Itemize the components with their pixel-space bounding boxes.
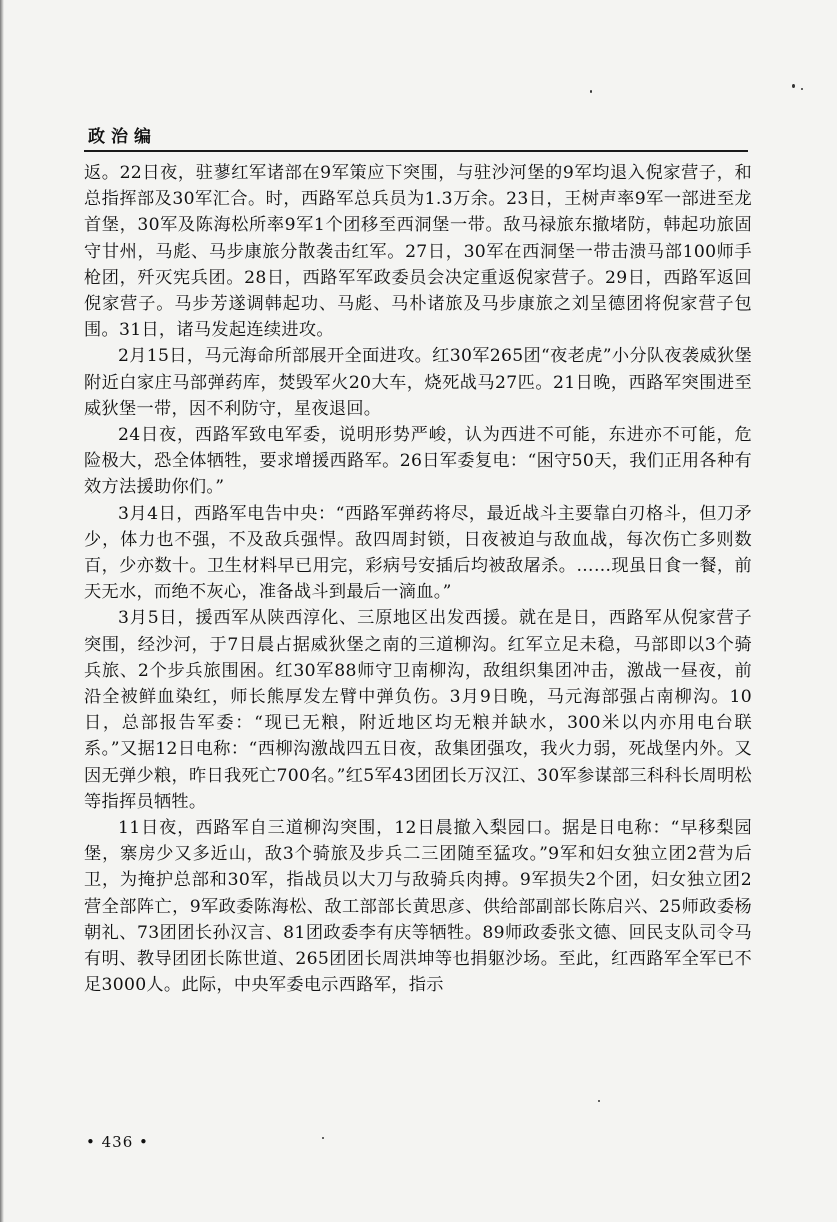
running-head: 政治编	[88, 127, 157, 147]
paragraph-2: 2月15日，马元海命所部展开全面进攻。红30军265团“夜老虎”小分队夜袭威狄堡附近白家庄马部弹药库，焚毁军火20大车，烧死战马27匹。21日晚，西路军突围进至威狄堡一带，因不利防守，星夜退回。	[84, 346, 752, 419]
scan-speck	[590, 90, 592, 93]
page-number: • 436 •	[86, 1133, 149, 1151]
scan-speck	[801, 88, 803, 90]
scan-speck	[322, 1137, 324, 1139]
scan-speck	[598, 1100, 600, 1102]
paragraph-1: 返。22日夜，驻蓼红军诸部在9军策应下突围，与驻沙河堡的9军均退入倪家营子，和总指挥部及30军汇合。时，西路军总兵员为1.3万余。23日，王树声率9军一部进至龙首堡，30军及陈海松所率9军1个团移至西洞堡一带。敌马禄旅东撤堵防，韩起功旅固守甘州，马彪、马步康旅分散袭击红军。27日，30军在西洞堡一带击溃马部100师手枪团，歼灭宪兵团。28日，西路军军政委员会决定重返倪家营子。29日，西路军返回倪家营子。马步芳遂调韩起功、马彪、马朴诸旅及马步康旅之刘呈德团将倪家营子包围。31日，诸马发起连续进攻。	[84, 163, 752, 341]
body-text	[84, 160, 752, 999]
header-rule	[84, 150, 748, 152]
paragraph-4: 3月4日，西路军电告中央：“西路军弹药将尽，最近战斗主要靠白刃格斗，但刀矛少，体力也不强，不及敌兵强悍。敌四周封锁，日夜被迫与敌血战，每次伤亡多则数百，少亦数十。卫生材料早已用完，彩病号安插后均被敌屠杀。……现虽日食一餐，前天无水，而绝不灰心，准备战斗到最后一滴血。”	[84, 503, 752, 603]
paragraph-3: 24日夜，西路军致电军委，说明形势严峻，认为西进不可能，东进亦不可能，危险极大，恐全体牺牲，要求增援西路军。26日军委复电：“困守50天，我们正用各种有效方法援助你们。”	[84, 425, 752, 498]
paragraph-6: 11日夜，西路军自三道柳沟突围，12日晨撤入梨园口。据是日电称：“早移梨园堡，寨房少又多近山，敌3个骑旅及步兵二三团随至猛攻。”9军和妇女独立团2营为后卫，为掩护总部和30军，指战员以大刀与敌骑兵肉搏。9军损失2个团，妇女独立团2营全部阵亡，9军政委陈海松、敌工部部长黄思彦、供给部副部长陈启兴、25师政委杨朝礼、73团团长孙汉言、81团政委李有庆等牺牲。89师政委张文德、回民支队司令马有明、教导团团长陈世道、265团团长周洪坤等也捐躯沙场。至此，红西路军全军已不足3000人。此际，中央军委电示西路军，指示	[84, 818, 752, 996]
paragraph-5: 3月5日，援西军从陕西淳化、三原地区出发西援。就在是日，西路军从倪家营子突围，经沙河，于7日晨占据威狄堡之南的三道柳沟。红军立足未稳，马部即以3个骑兵旅、2个步兵旅围困。红30军88师守卫南柳沟，敌组织集团冲击，激战一昼夜，前沿全被鲜血染红，师长熊厚发左臂中弹负伤。3月9日晚，马元海部强占南柳沟。10日，总部报告军委：“现已无粮，附近地区均无粮并缺水，300米以内亦用电台联系。”又据12日电称：“西柳沟激战四五日夜，敌集团强攻，我火力弱，死战堡内外。又因无弹少粮，昨日我死亡700名。”红5军43团团长万汉江、30军参谋部三科科长周明松等指挥员牺牲。	[84, 608, 752, 812]
scan-speck	[792, 84, 795, 88]
